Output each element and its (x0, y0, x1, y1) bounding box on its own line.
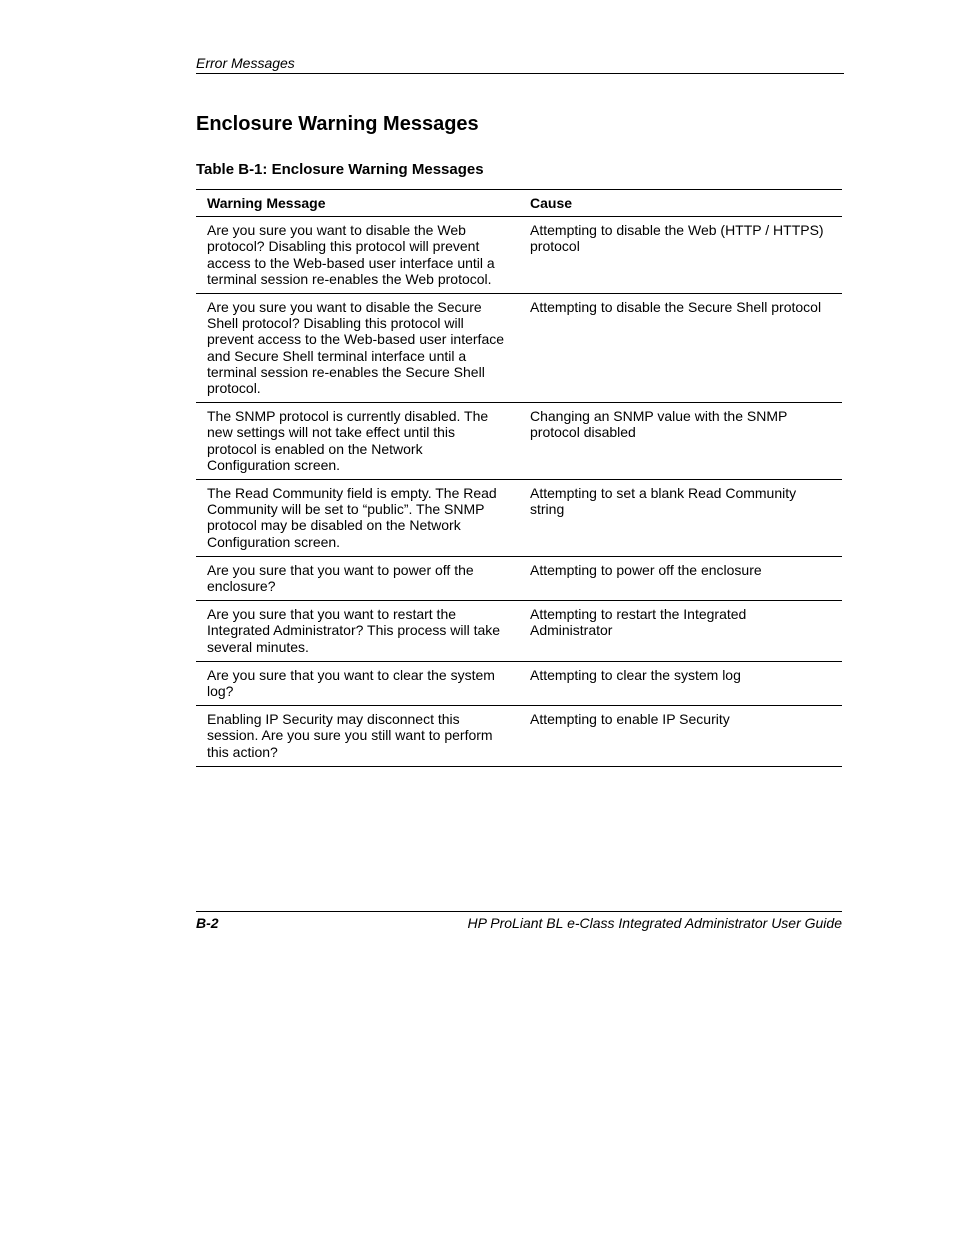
table-row (196, 601, 842, 662)
cause-cell: Attempting to enable IP Security (519, 706, 842, 767)
table-caption: Table B-1: Enclosure Warning Messages (196, 161, 484, 178)
cause-cell: Attempting to disable the Secure Shell protocol (519, 294, 842, 403)
warning-message-cell: Enabling IP Security may disconnect this session. Are you sure you still want to perform this action? (196, 706, 519, 767)
cause-cell: Attempting to set a blank Read Community string (519, 480, 842, 557)
warning-message-cell: Are you sure you want to disable the Web protocol? Disabling this protocol will prevent access to the Web-based user interface until a terminal session re-enables the Web protocol. (196, 217, 519, 294)
table-row (196, 403, 842, 480)
warning-message-cell: Are you sure you want to disable the Secure Shell protocol? Disabling this protocol will prevent access to the Web-based user interface and Secure Shell terminal interface until a terminal session re-enables the Secure Shell protocol. (196, 294, 519, 403)
warning-messages-table (196, 189, 842, 767)
page-number: B-2 (196, 915, 219, 931)
table-row (196, 480, 842, 557)
cause-cell: Attempting to clear the system log (519, 661, 842, 705)
table-row (196, 217, 842, 294)
section-title: Enclosure Warning Messages (196, 113, 479, 135)
table-row (196, 661, 842, 705)
cause-cell: Attempting to power off the enclosure (519, 556, 842, 600)
table-header-row (196, 190, 842, 217)
column-header-cause: Cause (519, 190, 842, 217)
cause-cell: Attempting to restart the Integrated Administrator (519, 601, 842, 662)
warning-message-cell: Are you sure that you want to restart the Integrated Administrator? This process will take several minutes. (196, 601, 519, 662)
running-header-title: Error Messages (196, 55, 295, 71)
book-title: HP ProLiant BL e-Class Integrated Administrator User Guide (467, 915, 842, 931)
table-row (196, 294, 842, 403)
cause-cell: Attempting to disable the Web (HTTP / HTTPS) protocol (519, 217, 842, 294)
warning-message-cell: The Read Community field is empty. The Read Community will be set to “public”. The SNMP protocol may be disabled on the Network Configuration screen. (196, 480, 519, 557)
running-header (196, 55, 844, 74)
warning-message-cell: Are you sure that you want to power off the enclosure? (196, 556, 519, 600)
table-row (196, 556, 842, 600)
column-header-warning-message: Warning Message (196, 190, 519, 217)
warning-message-cell: Are you sure that you want to clear the system log? (196, 661, 519, 705)
running-footer (196, 911, 842, 932)
cause-cell: Changing an SNMP value with the SNMP protocol disabled (519, 403, 842, 480)
table-row (196, 706, 842, 767)
warning-message-cell: The SNMP protocol is currently disabled. The new settings will not take effect until this protocol is enabled on the Network Configuration screen. (196, 403, 519, 480)
